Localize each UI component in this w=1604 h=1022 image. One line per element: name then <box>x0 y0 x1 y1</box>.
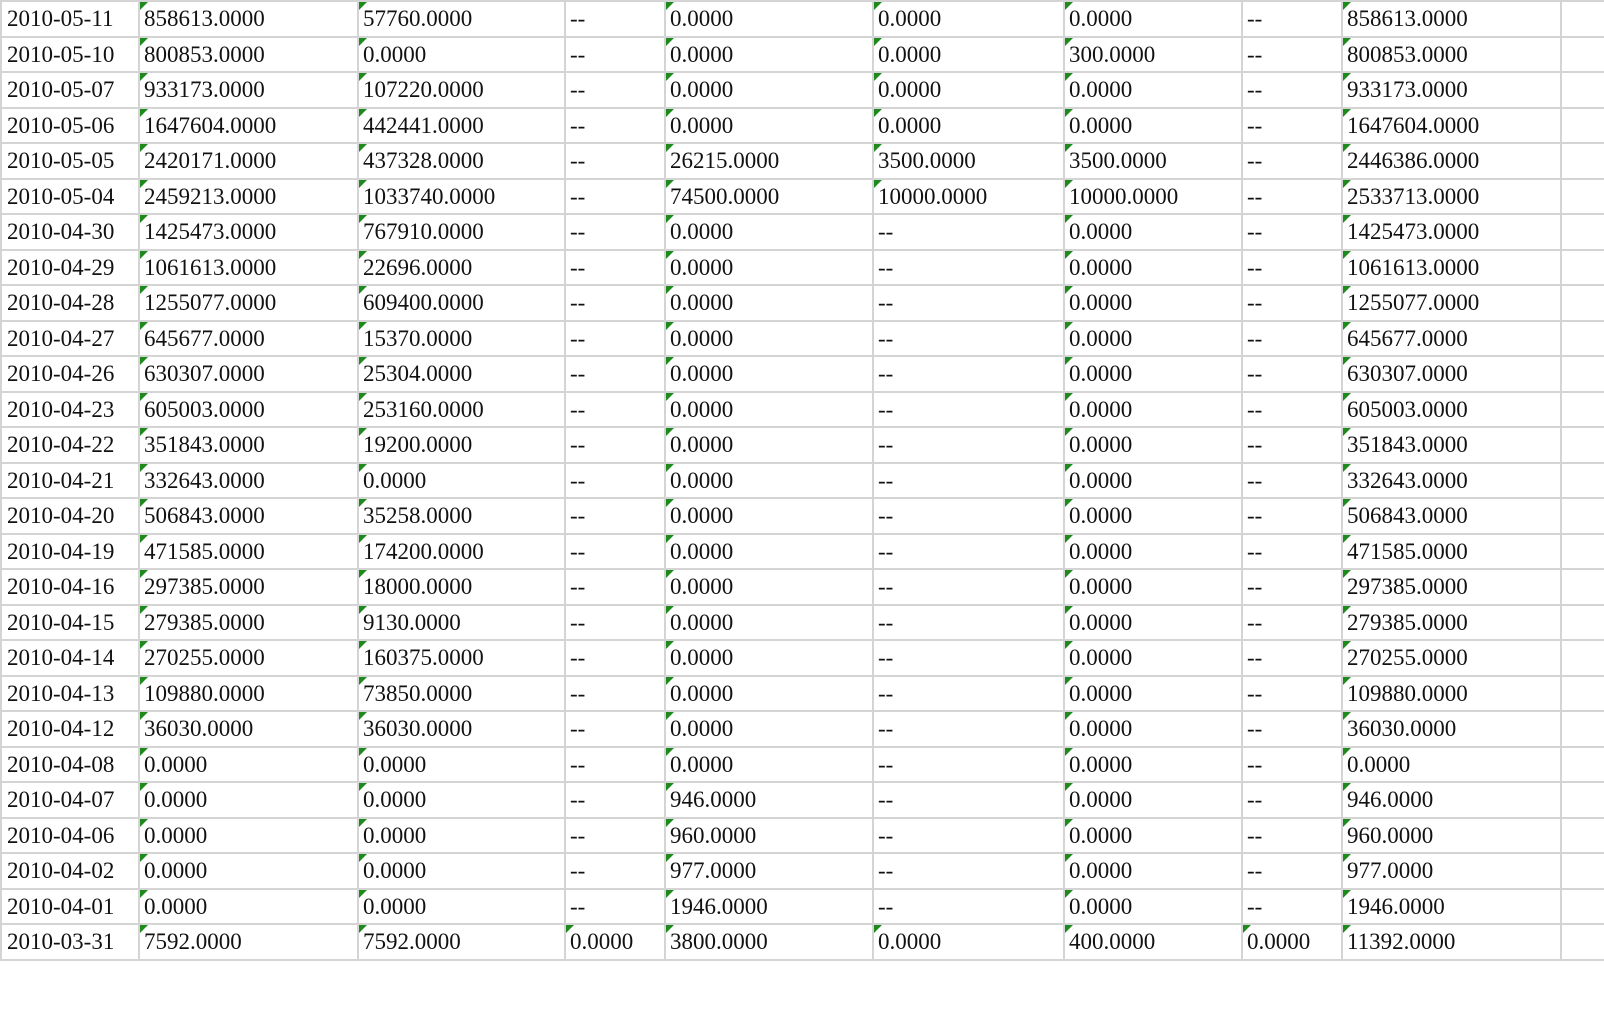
table-cell[interactable]: -- <box>873 356 1064 392</box>
table-cell[interactable]: 2533713.0000 <box>1342 179 1561 215</box>
table-cell[interactable]: 22696.0000 <box>358 250 565 286</box>
table-cell[interactable]: -- <box>1242 214 1342 250</box>
table-row <box>1 711 1604 747</box>
table-cell[interactable]: 174200.0000 <box>358 534 565 570</box>
empty-cell[interactable] <box>1561 747 1604 783</box>
table-cell[interactable]: 297385.0000 <box>139 569 358 605</box>
table-row <box>1 569 1604 605</box>
date-cell[interactable]: 2010-05-05 <box>1 143 139 179</box>
date-cell[interactable]: 2010-04-08 <box>1 747 139 783</box>
table-cell[interactable]: 960.0000 <box>665 818 873 854</box>
date-cell[interactable]: 2010-05-04 <box>1 179 139 215</box>
table-row <box>1 37 1604 73</box>
table-cell[interactable]: -- <box>565 605 665 641</box>
table-cell[interactable]: 35258.0000 <box>358 498 565 534</box>
date-cell[interactable]: 2010-04-06 <box>1 818 139 854</box>
date-cell[interactable]: 2010-03-31 <box>1 924 139 960</box>
table-cell[interactable]: 977.0000 <box>665 853 873 889</box>
table-cell[interactable]: 57760.0000 <box>358 1 565 37</box>
table-cell[interactable]: 400.0000 <box>1064 924 1242 960</box>
table-cell[interactable]: -- <box>1242 392 1342 428</box>
table-cell[interactable]: -- <box>565 640 665 676</box>
table-cell[interactable]: -- <box>873 498 1064 534</box>
table-cell[interactable]: 0.0000 <box>139 818 358 854</box>
table-row <box>1 321 1604 357</box>
table-cell[interactable]: 0.0000 <box>1242 924 1342 960</box>
table-cell[interactable]: -- <box>565 214 665 250</box>
table-cell[interactable]: 0.0000 <box>665 214 873 250</box>
date-cell[interactable]: 2010-04-12 <box>1 711 139 747</box>
table-cell[interactable]: 0.0000 <box>665 37 873 73</box>
table-cell[interactable]: 767910.0000 <box>358 214 565 250</box>
table-cell[interactable]: 0.0000 <box>1064 889 1242 925</box>
table-cell[interactable]: -- <box>1242 818 1342 854</box>
table-cell[interactable]: 26215.0000 <box>665 143 873 179</box>
table-cell[interactable]: 1033740.0000 <box>358 179 565 215</box>
date-cell[interactable]: 2010-05-11 <box>1 1 139 37</box>
table-cell[interactable]: -- <box>565 392 665 428</box>
table-cell[interactable]: -- <box>873 285 1064 321</box>
table-cell[interactable]: 160375.0000 <box>358 640 565 676</box>
table-cell[interactable]: -- <box>1242 463 1342 499</box>
date-cell[interactable]: 2010-04-27 <box>1 321 139 357</box>
table-cell[interactable]: 1255077.0000 <box>1342 285 1561 321</box>
table-cell[interactable]: -- <box>565 782 665 818</box>
table-cell[interactable]: 351843.0000 <box>1342 427 1561 463</box>
table-cell[interactable]: -- <box>873 569 1064 605</box>
table-cell[interactable]: 74500.0000 <box>665 179 873 215</box>
table-cell[interactable]: 0.0000 <box>665 605 873 641</box>
table-cell[interactable]: 9130.0000 <box>358 605 565 641</box>
table-cell[interactable]: -- <box>565 356 665 392</box>
table-cell[interactable]: 11392.0000 <box>1342 924 1561 960</box>
table-cell[interactable]: 2446386.0000 <box>1342 143 1561 179</box>
table-cell[interactable]: 3500.0000 <box>873 143 1064 179</box>
table-cell[interactable]: 15370.0000 <box>358 321 565 357</box>
table-cell[interactable]: -- <box>873 711 1064 747</box>
table-cell[interactable]: 0.0000 <box>665 569 873 605</box>
table-cell[interactable]: 7592.0000 <box>139 924 358 960</box>
table-cell[interactable]: -- <box>565 818 665 854</box>
table-row <box>1 853 1604 889</box>
table-cell[interactable]: 0.0000 <box>1064 463 1242 499</box>
date-cell[interactable]: 2010-04-02 <box>1 853 139 889</box>
table-cell[interactable]: -- <box>565 676 665 712</box>
table-cell[interactable]: -- <box>873 853 1064 889</box>
table-cell[interactable]: 109880.0000 <box>139 676 358 712</box>
table-cell[interactable]: 858613.0000 <box>1342 1 1561 37</box>
table-cell[interactable]: -- <box>873 463 1064 499</box>
table-cell[interactable]: 1946.0000 <box>665 889 873 925</box>
table-row <box>1 392 1604 428</box>
table-row <box>1 143 1604 179</box>
table-cell[interactable]: -- <box>565 321 665 357</box>
table-cell[interactable]: 0.0000 <box>358 782 565 818</box>
table-cell[interactable]: 332643.0000 <box>139 463 358 499</box>
table-cell[interactable]: 0.0000 <box>873 72 1064 108</box>
empty-cell[interactable] <box>1561 889 1604 925</box>
table-cell[interactable]: 1061613.0000 <box>1342 250 1561 286</box>
table-cell[interactable]: -- <box>873 250 1064 286</box>
table-cell[interactable]: 0.0000 <box>565 924 665 960</box>
table-cell[interactable]: 3500.0000 <box>1064 143 1242 179</box>
table-cell[interactable]: 36030.0000 <box>139 711 358 747</box>
table-cell[interactable]: 630307.0000 <box>139 356 358 392</box>
table-cell[interactable]: 0.0000 <box>358 818 565 854</box>
table-cell[interactable]: 0.0000 <box>665 711 873 747</box>
table-cell[interactable]: -- <box>565 1 665 37</box>
empty-cell[interactable] <box>1561 356 1604 392</box>
table-cell[interactable]: 0.0000 <box>665 427 873 463</box>
empty-cell[interactable] <box>1561 250 1604 286</box>
date-cell[interactable]: 2010-04-07 <box>1 782 139 818</box>
table-cell[interactable]: 0.0000 <box>665 534 873 570</box>
table-row <box>1 179 1604 215</box>
table-cell[interactable]: 0.0000 <box>1064 534 1242 570</box>
table-cell[interactable]: -- <box>873 534 1064 570</box>
table-cell[interactable]: 506843.0000 <box>1342 498 1561 534</box>
table-cell[interactable]: 279385.0000 <box>1342 605 1561 641</box>
empty-cell[interactable] <box>1561 498 1604 534</box>
table-cell[interactable]: 0.0000 <box>873 1 1064 37</box>
table-cell[interactable]: 630307.0000 <box>1342 356 1561 392</box>
table-cell[interactable]: 645677.0000 <box>139 321 358 357</box>
date-cell[interactable]: 2010-04-14 <box>1 640 139 676</box>
table-cell[interactable]: -- <box>1242 143 1342 179</box>
table-cell[interactable]: -- <box>873 427 1064 463</box>
table-row <box>1 250 1604 286</box>
table-cell[interactable]: 946.0000 <box>1342 782 1561 818</box>
table-cell[interactable]: 858613.0000 <box>139 1 358 37</box>
table-cell[interactable]: 1425473.0000 <box>1342 214 1561 250</box>
table-cell[interactable]: -- <box>1242 179 1342 215</box>
table-cell[interactable]: -- <box>873 782 1064 818</box>
table-cell[interactable]: -- <box>1242 569 1342 605</box>
table-cell[interactable]: 25304.0000 <box>358 356 565 392</box>
empty-cell[interactable] <box>1561 143 1604 179</box>
table-cell[interactable]: 800853.0000 <box>1342 37 1561 73</box>
table-cell[interactable]: -- <box>1242 534 1342 570</box>
date-cell[interactable]: 2010-04-28 <box>1 285 139 321</box>
date-cell[interactable]: 2010-04-15 <box>1 605 139 641</box>
table-cell[interactable]: 437328.0000 <box>358 143 565 179</box>
table-cell[interactable]: 19200.0000 <box>358 427 565 463</box>
table-cell[interactable]: 0.0000 <box>665 321 873 357</box>
table-cell[interactable]: 0.0000 <box>665 108 873 144</box>
table-cell[interactable]: -- <box>565 285 665 321</box>
date-cell[interactable]: 2010-04-22 <box>1 427 139 463</box>
table-cell[interactable]: 1647604.0000 <box>139 108 358 144</box>
table-cell[interactable]: 506843.0000 <box>139 498 358 534</box>
table-cell[interactable]: -- <box>565 889 665 925</box>
table-cell[interactable]: 0.0000 <box>358 747 565 783</box>
table-cell[interactable]: -- <box>565 37 665 73</box>
table-cell[interactable]: -- <box>565 498 665 534</box>
table-cell[interactable]: -- <box>565 569 665 605</box>
table-cell[interactable]: 0.0000 <box>139 782 358 818</box>
table-cell[interactable]: -- <box>565 72 665 108</box>
table-cell[interactable]: -- <box>565 179 665 215</box>
table-cell[interactable]: 279385.0000 <box>139 605 358 641</box>
table-cell[interactable]: -- <box>565 853 665 889</box>
empty-cell[interactable] <box>1561 782 1604 818</box>
spreadsheet-body <box>1 1 1604 960</box>
table-cell[interactable]: -- <box>1242 427 1342 463</box>
table-cell[interactable]: 471585.0000 <box>139 534 358 570</box>
table-row <box>1 72 1604 108</box>
table-row <box>1 640 1604 676</box>
table-cell[interactable]: 0.0000 <box>1064 108 1242 144</box>
table-cell[interactable]: 0.0000 <box>1064 853 1242 889</box>
table-cell[interactable]: 645677.0000 <box>1342 321 1561 357</box>
table-row <box>1 356 1604 392</box>
table-cell[interactable]: 0.0000 <box>665 498 873 534</box>
table-cell[interactable]: 300.0000 <box>1064 37 1242 73</box>
table-cell[interactable]: 0.0000 <box>1064 569 1242 605</box>
date-cell[interactable]: 2010-04-29 <box>1 250 139 286</box>
table-cell[interactable]: 0.0000 <box>665 250 873 286</box>
empty-cell[interactable] <box>1561 285 1604 321</box>
table-cell[interactable]: 442441.0000 <box>358 108 565 144</box>
table-cell[interactable]: 0.0000 <box>1064 427 1242 463</box>
table-row <box>1 676 1604 712</box>
empty-cell[interactable] <box>1561 37 1604 73</box>
table-cell[interactable]: 0.0000 <box>139 889 358 925</box>
table-cell[interactable]: -- <box>565 711 665 747</box>
table-cell[interactable]: 0.0000 <box>1342 747 1561 783</box>
date-cell[interactable]: 2010-04-30 <box>1 214 139 250</box>
table-row <box>1 782 1604 818</box>
table-cell[interactable]: 0.0000 <box>1064 782 1242 818</box>
table-cell[interactable]: 0.0000 <box>665 356 873 392</box>
table-cell[interactable]: 0.0000 <box>873 108 1064 144</box>
table-cell[interactable]: 18000.0000 <box>358 569 565 605</box>
date-cell[interactable]: 2010-04-20 <box>1 498 139 534</box>
table-cell[interactable]: 332643.0000 <box>1342 463 1561 499</box>
table-cell[interactable]: -- <box>1242 605 1342 641</box>
empty-cell[interactable] <box>1561 924 1604 960</box>
table-cell[interactable]: -- <box>873 214 1064 250</box>
table-cell[interactable]: -- <box>1242 1 1342 37</box>
table-cell[interactable]: 0.0000 <box>1064 356 1242 392</box>
table-cell[interactable]: -- <box>565 143 665 179</box>
table-cell[interactable]: 800853.0000 <box>139 37 358 73</box>
table-cell[interactable]: 0.0000 <box>358 463 565 499</box>
table-cell[interactable]: -- <box>873 605 1064 641</box>
table-cell[interactable]: -- <box>873 676 1064 712</box>
table-cell[interactable]: -- <box>565 534 665 570</box>
table-cell[interactable]: 0.0000 <box>1064 250 1242 286</box>
table-cell[interactable]: 270255.0000 <box>139 640 358 676</box>
table-row <box>1 924 1604 960</box>
table-cell[interactable]: 0.0000 <box>1064 711 1242 747</box>
table-row <box>1 463 1604 499</box>
empty-cell[interactable] <box>1561 108 1604 144</box>
table-cell[interactable]: 0.0000 <box>1064 676 1242 712</box>
table-cell[interactable]: -- <box>1242 640 1342 676</box>
empty-cell[interactable] <box>1561 214 1604 250</box>
date-cell[interactable]: 2010-04-13 <box>1 676 139 712</box>
table-cell[interactable]: 605003.0000 <box>1342 392 1561 428</box>
table-cell[interactable]: 0.0000 <box>1064 72 1242 108</box>
table-cell[interactable]: -- <box>565 427 665 463</box>
table-cell[interactable]: 0.0000 <box>665 463 873 499</box>
table-cell[interactable]: 1425473.0000 <box>139 214 358 250</box>
table-cell[interactable]: 0.0000 <box>1064 285 1242 321</box>
table-cell[interactable]: -- <box>1242 356 1342 392</box>
table-cell[interactable]: -- <box>565 108 665 144</box>
table-cell[interactable]: 0.0000 <box>358 37 565 73</box>
table-cell[interactable]: -- <box>565 463 665 499</box>
table-row <box>1 889 1604 925</box>
empty-cell[interactable] <box>1561 711 1604 747</box>
table-cell[interactable]: 0.0000 <box>1064 498 1242 534</box>
table-cell[interactable]: -- <box>565 747 665 783</box>
date-cell[interactable]: 2010-04-21 <box>1 463 139 499</box>
table-cell[interactable]: 0.0000 <box>665 1 873 37</box>
date-cell[interactable]: 2010-04-23 <box>1 392 139 428</box>
table-cell[interactable]: 0.0000 <box>665 747 873 783</box>
table-cell[interactable]: -- <box>1242 747 1342 783</box>
table-cell[interactable]: 0.0000 <box>665 640 873 676</box>
table-cell[interactable]: 36030.0000 <box>1342 711 1561 747</box>
table-cell[interactable]: 107220.0000 <box>358 72 565 108</box>
empty-cell[interactable] <box>1561 72 1604 108</box>
table-row <box>1 534 1604 570</box>
table-cell[interactable]: -- <box>1242 72 1342 108</box>
date-cell[interactable]: 2010-04-19 <box>1 534 139 570</box>
table-cell[interactable]: 471585.0000 <box>1342 534 1561 570</box>
table-cell[interactable]: 109880.0000 <box>1342 676 1561 712</box>
table-cell[interactable]: -- <box>873 321 1064 357</box>
table-cell[interactable]: -- <box>1242 285 1342 321</box>
table-cell[interactable]: -- <box>1242 889 1342 925</box>
table-cell[interactable]: 977.0000 <box>1342 853 1561 889</box>
date-cell[interactable]: 2010-04-26 <box>1 356 139 392</box>
empty-cell[interactable] <box>1561 321 1604 357</box>
empty-cell[interactable] <box>1561 534 1604 570</box>
empty-cell[interactable] <box>1561 427 1604 463</box>
empty-cell[interactable] <box>1561 853 1604 889</box>
table-cell[interactable]: 0.0000 <box>139 747 358 783</box>
table-cell[interactable]: -- <box>1242 37 1342 73</box>
table-cell[interactable]: 270255.0000 <box>1342 640 1561 676</box>
table-cell[interactable]: -- <box>873 640 1064 676</box>
empty-cell[interactable] <box>1561 605 1604 641</box>
table-cell[interactable]: 10000.0000 <box>873 179 1064 215</box>
table-cell[interactable]: 0.0000 <box>665 392 873 428</box>
table-cell[interactable]: 0.0000 <box>1064 640 1242 676</box>
table-cell[interactable]: 0.0000 <box>665 676 873 712</box>
table-cell[interactable]: 960.0000 <box>1342 818 1561 854</box>
table-cell[interactable]: -- <box>873 818 1064 854</box>
table-cell[interactable]: 0.0000 <box>1064 321 1242 357</box>
table-cell[interactable]: 2420171.0000 <box>139 143 358 179</box>
table-cell[interactable]: 297385.0000 <box>1342 569 1561 605</box>
table-row <box>1 747 1604 783</box>
table-cell[interactable]: -- <box>1242 711 1342 747</box>
table-row <box>1 605 1604 641</box>
table-cell[interactable]: 609400.0000 <box>358 285 565 321</box>
table-cell[interactable]: -- <box>1242 498 1342 534</box>
table-row <box>1 108 1604 144</box>
table-cell[interactable]: 933173.0000 <box>1342 72 1561 108</box>
table-cell[interactable]: 0.0000 <box>1064 392 1242 428</box>
table-cell[interactable]: -- <box>565 250 665 286</box>
table-row <box>1 427 1604 463</box>
table-cell[interactable]: 0.0000 <box>665 285 873 321</box>
table-cell[interactable]: 1255077.0000 <box>139 285 358 321</box>
table-cell[interactable]: -- <box>1242 250 1342 286</box>
table-cell[interactable]: -- <box>1242 108 1342 144</box>
date-cell[interactable]: 2010-04-01 <box>1 889 139 925</box>
table-cell[interactable]: 933173.0000 <box>139 72 358 108</box>
table-cell[interactable]: 0.0000 <box>1064 818 1242 854</box>
table-cell[interactable]: 0.0000 <box>665 72 873 108</box>
table-cell[interactable]: 605003.0000 <box>139 392 358 428</box>
table-cell[interactable]: 0.0000 <box>1064 747 1242 783</box>
table-cell[interactable]: 7592.0000 <box>358 924 565 960</box>
table-cell[interactable]: 3800.0000 <box>665 924 873 960</box>
empty-cell[interactable] <box>1561 818 1604 854</box>
empty-cell[interactable] <box>1561 392 1604 428</box>
table-cell[interactable]: 1946.0000 <box>1342 889 1561 925</box>
table-cell[interactable]: 0.0000 <box>873 37 1064 73</box>
empty-cell[interactable] <box>1561 179 1604 215</box>
table-cell[interactable]: 10000.0000 <box>1064 179 1242 215</box>
table-cell[interactable]: 0.0000 <box>139 853 358 889</box>
table-cell[interactable]: 351843.0000 <box>139 427 358 463</box>
table-cell[interactable]: -- <box>1242 853 1342 889</box>
date-cell[interactable]: 2010-05-07 <box>1 72 139 108</box>
table-cell[interactable]: 946.0000 <box>665 782 873 818</box>
table-row <box>1 498 1604 534</box>
table-cell[interactable]: -- <box>873 392 1064 428</box>
date-cell[interactable]: 2010-05-06 <box>1 108 139 144</box>
table-row <box>1 214 1604 250</box>
table-cell[interactable]: -- <box>1242 676 1342 712</box>
empty-cell[interactable] <box>1561 463 1604 499</box>
table-cell[interactable]: 0.0000 <box>1064 1 1242 37</box>
empty-cell[interactable] <box>1561 569 1604 605</box>
table-cell[interactable]: -- <box>873 889 1064 925</box>
table-row <box>1 818 1604 854</box>
empty-cell[interactable] <box>1561 640 1604 676</box>
table-cell[interactable]: 0.0000 <box>873 924 1064 960</box>
empty-cell[interactable] <box>1561 1 1604 37</box>
table-cell[interactable]: 1061613.0000 <box>139 250 358 286</box>
table-cell[interactable]: -- <box>873 747 1064 783</box>
date-cell[interactable]: 2010-04-16 <box>1 569 139 605</box>
table-cell[interactable]: 0.0000 <box>358 889 565 925</box>
empty-cell[interactable] <box>1561 676 1604 712</box>
table-cell[interactable]: 0.0000 <box>1064 605 1242 641</box>
table-cell[interactable]: 36030.0000 <box>358 711 565 747</box>
table-cell[interactable]: 73850.0000 <box>358 676 565 712</box>
table-cell[interactable]: -- <box>1242 782 1342 818</box>
table-cell[interactable]: 1647604.0000 <box>1342 108 1561 144</box>
table-row <box>1 1 1604 37</box>
table-cell[interactable]: 253160.0000 <box>358 392 565 428</box>
table-cell[interactable]: 0.0000 <box>358 853 565 889</box>
table-cell[interactable]: -- <box>1242 321 1342 357</box>
table-cell[interactable]: 2459213.0000 <box>139 179 358 215</box>
table-cell[interactable]: 0.0000 <box>1064 214 1242 250</box>
table-row <box>1 285 1604 321</box>
date-cell[interactable]: 2010-05-10 <box>1 37 139 73</box>
